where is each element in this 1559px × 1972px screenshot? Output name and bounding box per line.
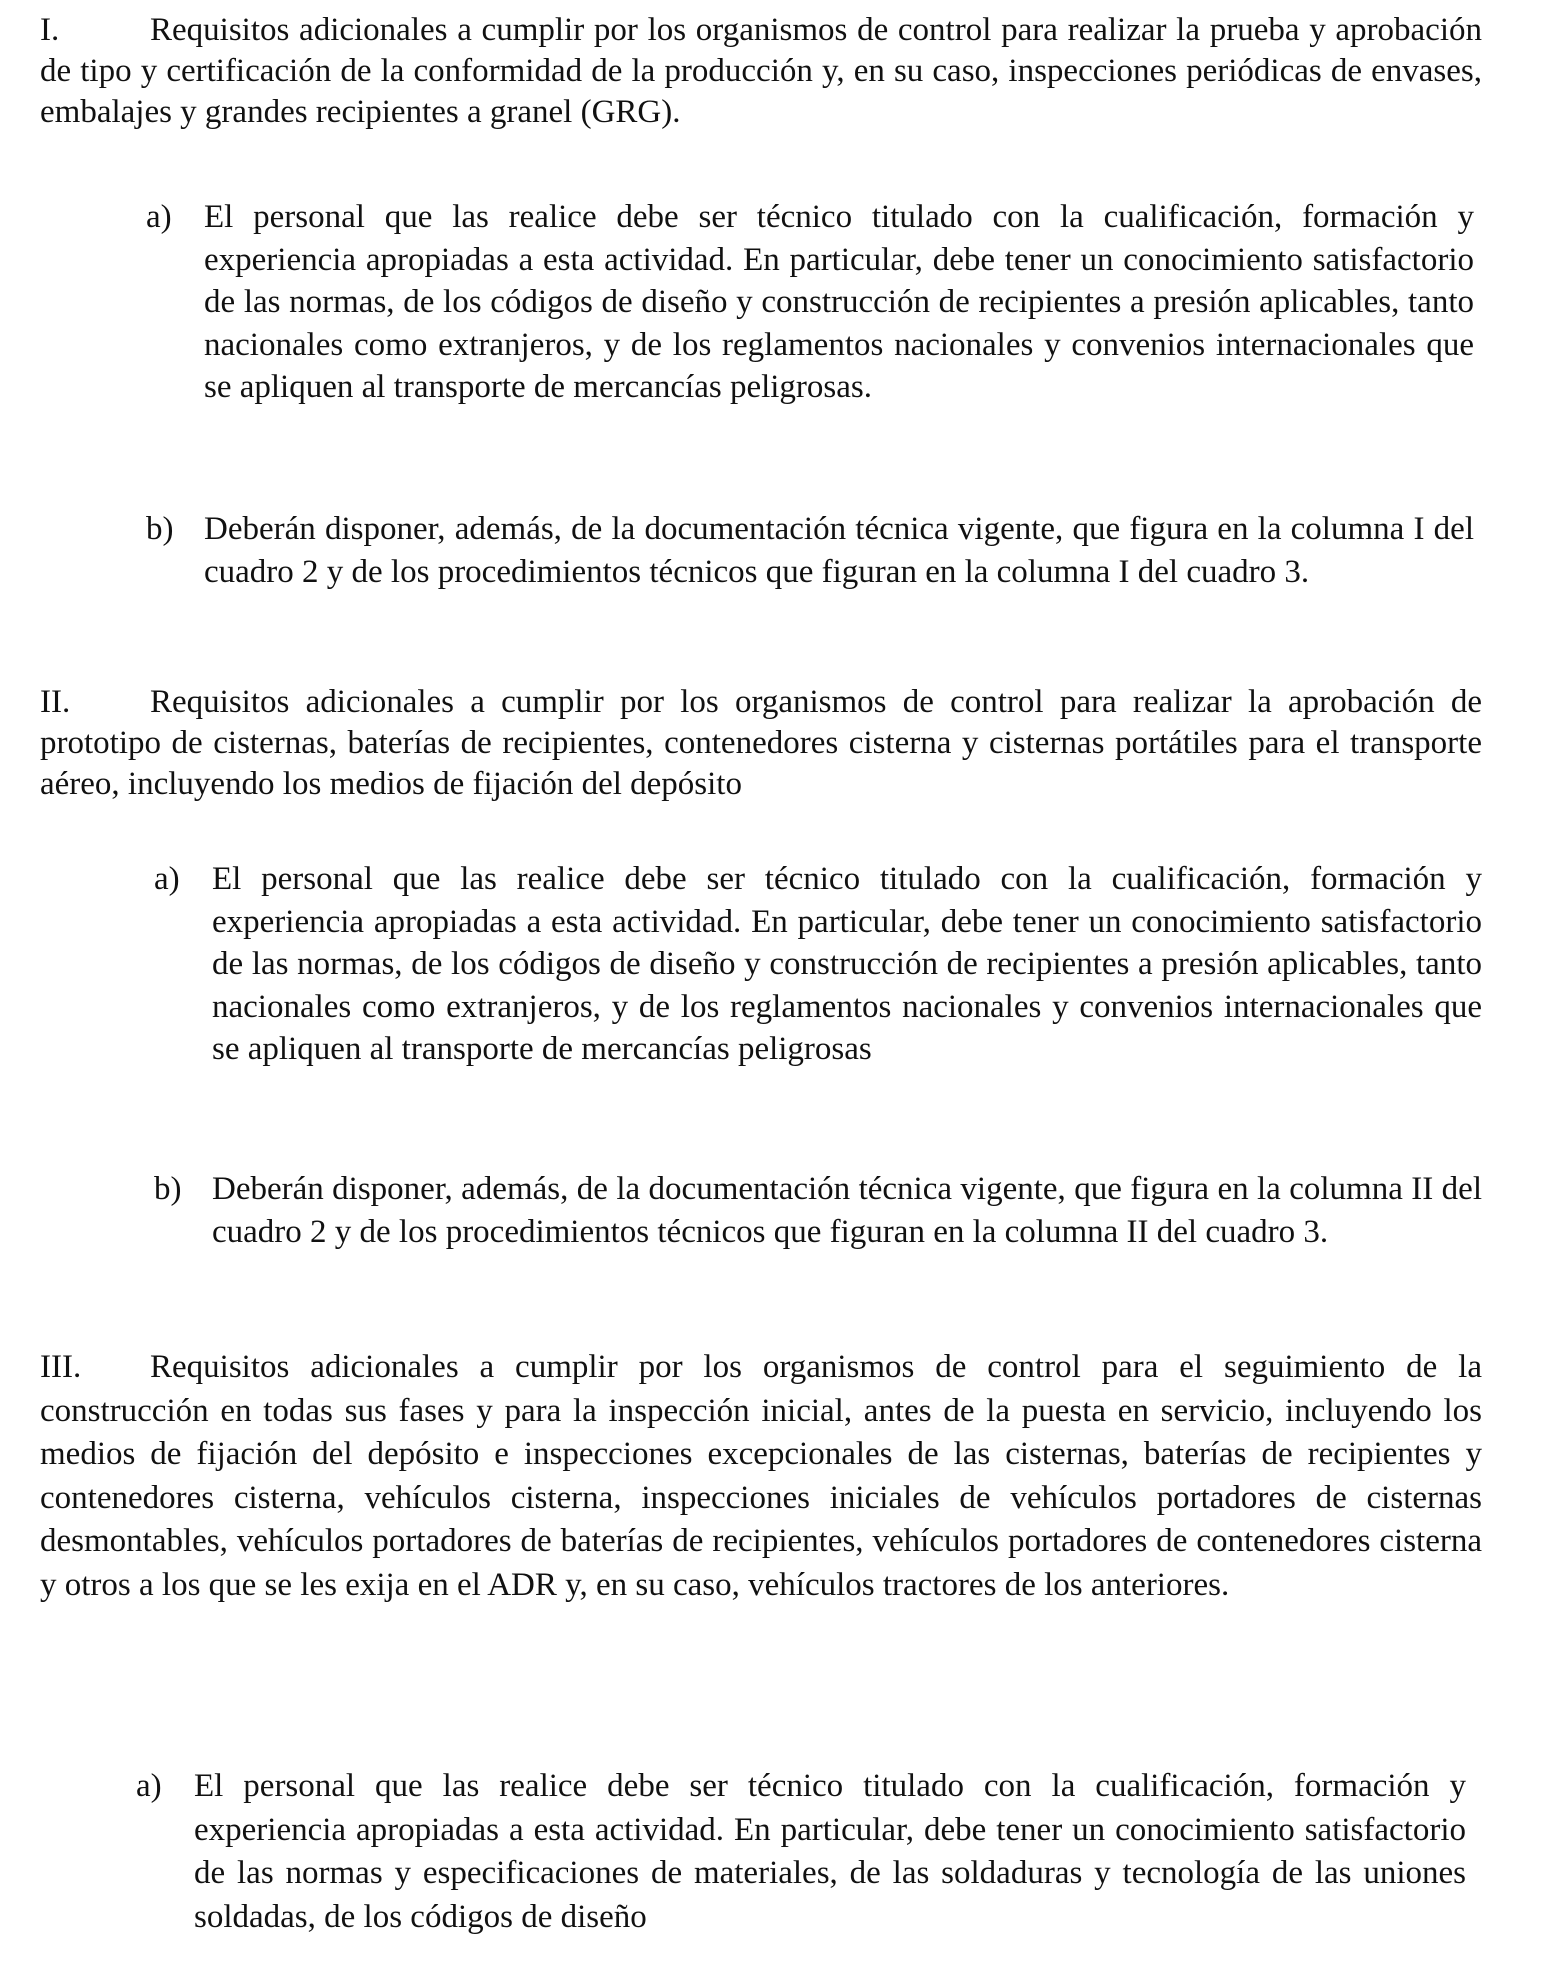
section-title: Requisitos adicionales a cumplir por los organismos de control para realizar la aprobación de prototipo de cisternas, baterías de recipientes, contenedores cisterna y cisternas portátiles para el transporte aéreo, incluyendo los medios de fijación del depósito — [40, 684, 1482, 802]
section-2-heading — [40, 682, 1482, 805]
section-number: III. — [40, 1349, 82, 1385]
section-3-heading — [40, 1346, 1482, 1607]
section-number: II. — [40, 684, 71, 720]
item-text: Deberán disponer, además, de la documentación técnica vigente, que figura en la columna I del cuadro 2 y de los procedimientos técnicos que figuran en la columna I del cuadro 3. — [204, 511, 1474, 590]
item-text: El personal que las realice debe ser técnico titulado con la cualificación, formación y experiencia apropiadas a esta actividad. En particular, debe tener un conocimiento satisfactorio de las normas, de los códigos de diseño y construcción de recipientes a presión aplicables, tanto nacionales como extranjeros, y de los reglamentos nacionales y convenios internacionales que se apliquen al transporte de mercancías peligrosas. — [204, 199, 1474, 405]
section-title: Requisitos adicionales a cumplir por los organismos de control para realizar la prueba y aprobación de tipo y certificación de la conformidad de la producción y, en su caso, inspecciones periódicas de envases, embalajes y grandes recipientes a granel (GRG). — [40, 12, 1482, 130]
section-1-heading — [40, 10, 1482, 133]
item-text: El personal que las realice debe ser técnico titulado con la cualificación, formación y experiencia apropiadas a esta actividad. En particular, debe tener un conocimiento satisfactorio de las normas y especificaciones de materiales, de las soldaduras y tecnología de las uniones soldadas, de los códigos de diseño — [194, 1768, 1466, 1935]
item-letter: b) — [146, 511, 174, 547]
item-letter: a) — [136, 1768, 162, 1804]
section-number: I. — [40, 12, 60, 48]
item-text: El personal que las realice debe ser técnico titulado con la cualificación, formación y experiencia apropiadas a esta actividad. En particular, debe tener un conocimiento satisfactorio de las normas, de los códigos de diseño y construcción de recipientes a presión aplicables, tanto nacionales como extranjeros, y de los reglamentos nacionales y convenios internacionales que se apliquen al transporte de mercancías peligrosas — [212, 861, 1482, 1067]
item-letter: a) — [146, 199, 172, 235]
section-1-item-a — [146, 196, 1474, 409]
section-1-item-b — [146, 508, 1474, 593]
section-2-item-a — [154, 858, 1482, 1071]
item-letter: a) — [154, 861, 180, 897]
section-2-item-b — [154, 1168, 1482, 1253]
item-text: Deberán disponer, además, de la documentación técnica vigente, que figura en la columna II del cuadro 2 y de los procedimientos técnicos que figuran en la columna II del cuadro 3. — [212, 1171, 1482, 1250]
section-title: Requisitos adicionales a cumplir por los organismos de control para el seguimiento de la construcción en todas sus fases y para la inspección inicial, antes de la puesta en servicio, incluyendo los medios de fijación del depósito e inspecciones excepcionales de las cisternas, baterías de recipientes y contenedores cisterna, vehículos cisterna, inspecciones iniciales de vehículos portadores de cisternas desmontables, vehículos portadores de baterías de recipientes, vehículos portadores de contenedores cisterna y otros a los que se les exija en el ADR y, en su caso, vehículos tractores de los anteriores. — [40, 1349, 1482, 1603]
item-letter: b) — [154, 1171, 182, 1207]
section-3-item-a — [136, 1765, 1466, 1939]
